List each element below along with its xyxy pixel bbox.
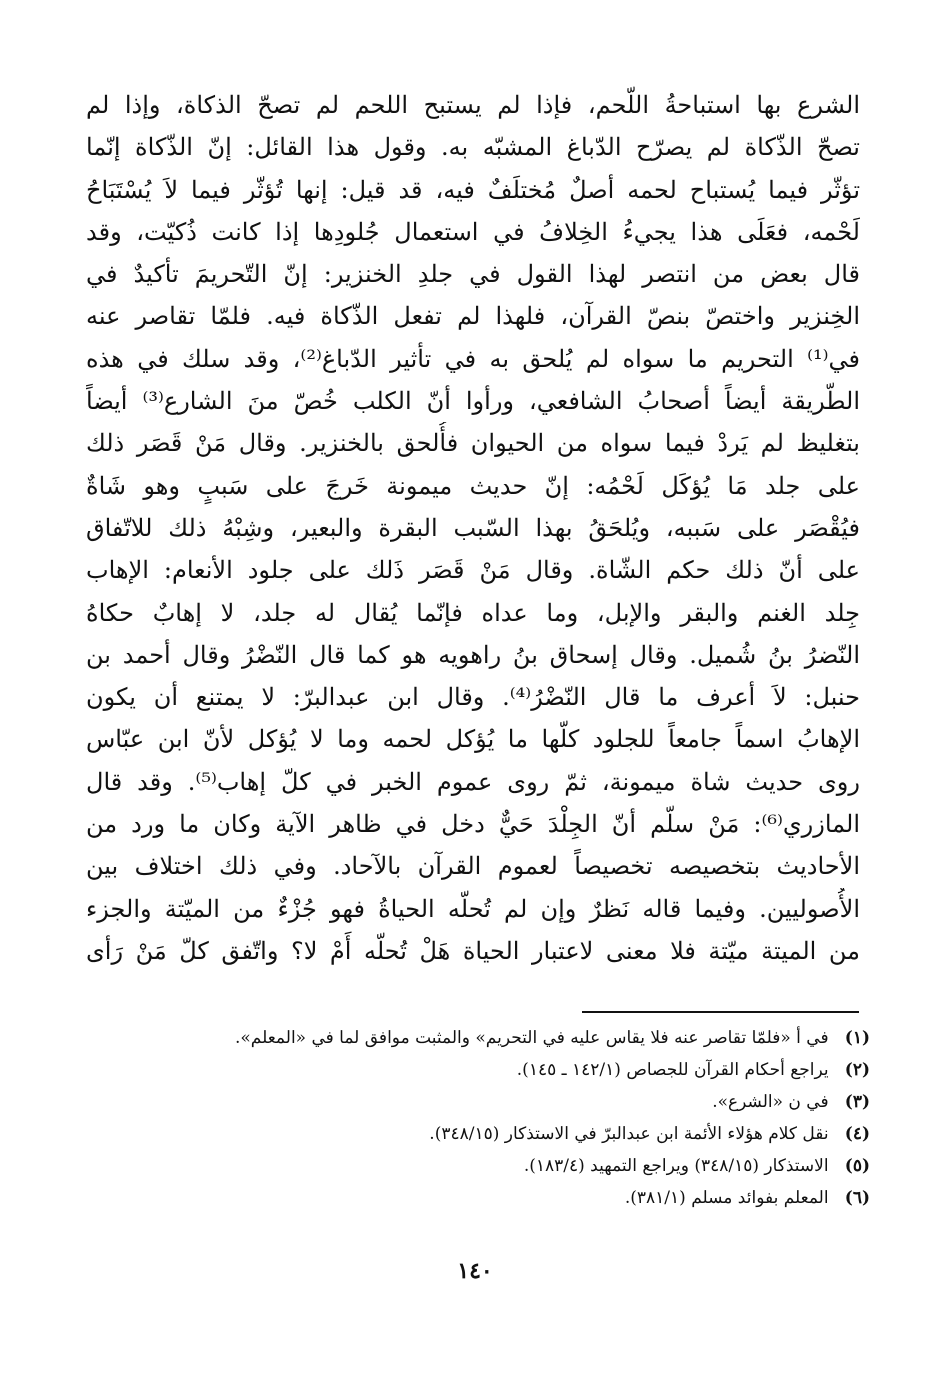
text-line: على جلد مَا يُؤكَل لَحْمُه: إنّ حديث ميمونة خَرجَ على سَببٍ وهو شَاةٌ: [86, 471, 860, 500]
text-line: الأحاديث بتخصيصه تخصيصاً لعموم القرآن بالآحاد. وفي ذلك اختلاف بين: [86, 852, 860, 881]
text-line: لَحْمه، فعَلَى هذا يجيءُ الخِلافُ في استعمال جُلودِها إذا كانت ذُكيّت، وقد: [86, 217, 860, 246]
footnote-separator: [582, 1011, 859, 1013]
text-line: النّضرُ بنُ شُميل. وقال إسحاق بنُ راهويه هو كما قال النّضْرُ وقال أحمد بن: [86, 640, 860, 669]
text-line: جِلد الغنم والبقر والإبل، وما عداه فإنّما يُقال له جلد، لا إهابٌ حكاهُ: [86, 598, 860, 627]
text-line: الشرع بها استباحةُ اللّحم، فإذا لم يستبح اللحم لم تصحّ الذكاة، وإذا لم: [86, 91, 860, 119]
footnote-number: (٢): [844, 1060, 870, 1080]
text-line: الأُصوليين. وفيما قاله نَظرٌ وإن لم تُحلّه الحياةُ فهو جُزْءٌ من الميّتة والجزء: [86, 894, 860, 923]
footnote-number: (٤): [844, 1124, 870, 1144]
footnote: [320, 1086, 870, 1118]
page-number: ١٤٠: [457, 1258, 493, 1284]
footnote: [320, 1118, 870, 1150]
footnote-number: (١): [844, 1028, 870, 1048]
footnote-text: نقل كلام هؤلاء الأئمة ابن عبدالبرّ في الاستذكار (٣٤٨/١٥).: [429, 1124, 829, 1144]
footnote-number: (٥): [844, 1156, 870, 1176]
footnote-text: في أ «فلمّا تقاصر عنه فلا يقاس عليه في التحريم» والمثبت موافق لما في «المعلم».: [234, 1028, 829, 1048]
text-line: روى حديث شاة ميمونة، ثمّ روى عموم الخبر في كلّ إهاب⁽⁵⁾. وقد قال: [86, 767, 860, 796]
text-line: فيُقْصَر على سَببه، ويُلحَقُ بهذا السّبب البقرة والبعير، وشِبْهُ ذلك للاتّفاق: [86, 513, 860, 542]
footnote: [320, 1054, 870, 1086]
footnote: [320, 1150, 870, 1182]
text-line: على أنّ ذلك حكم الشّاة. وقال مَنْ قَصَر ذَلك على جلود الأنعام: الإهاب: [86, 556, 860, 585]
footnote: [234, 1022, 870, 1054]
footnote-text: في ن «الشرع».: [712, 1092, 829, 1112]
text-line: تؤثّر فيما يُستباح لحمه أصلٌ مُختلَفٌ فيه، قد قيل: إنها تُؤثّر فيما لاَ يُسْتَبَاحُ: [86, 175, 860, 204]
text-line: المازري⁽⁶⁾: مَنْ سلّم أنّ الجِلْدَ حَيٌّ دخل في ظاهر الآية وكان ما ورد من: [86, 810, 860, 839]
text-line: الإهابُ اسماً جامعاً للجلود كلّها ما يُؤكل لحمه وما لا يُؤكل لأنّ ابن عبّاس: [86, 725, 860, 754]
footnote-text: الاستذكار (٣٤٨/١٥) ويراجع التمهيد (١٨٣/٤).: [523, 1156, 829, 1176]
text-line: في⁽¹⁾ التحريم ما سواه لم يُلحق به في تأثير الدّباغ⁽²⁾، وقد سلك في هذه: [86, 344, 860, 373]
footnote-text: يراجع أحكام القرآن للجصاص (١٤٢/١ ـ ١٤٥).: [516, 1060, 829, 1080]
footnote-text: المعلم بفوائد مسلم (٣٨١/١).: [624, 1188, 829, 1208]
text-line: الطّريقة أيضاً أصحابُ الشافعي، ورأوا أنّ الكلب خُصّ منَ الشارع⁽³⁾ أيضاً: [86, 387, 860, 416]
footnote-number: (٦): [844, 1188, 870, 1208]
text-line: الخِنزير واختصّ بنصّ القرآن، فلهذا لم تفعل الذّكاة فيه. فلمّا تقاصر عنه: [86, 302, 860, 331]
footnote-number: (٣): [844, 1092, 870, 1112]
text-line: بتغليظ لم يَردْ فيما سواه من الحيوان فأُلحق بالخنزير. وقال مَنْ قَصَر ذلك: [86, 429, 860, 458]
text-line: حنبل: لاَ أعرف ما قال النّضْرُ⁽⁴⁾. وقال ابن عبدالبرّ: لا يمتنع أن يكون: [86, 683, 860, 712]
main-text: [86, 84, 860, 972]
text-line: تصحّ الذّكاة لم يصرّح الدّباغ المشبّه به. وقول هذا القائل: إنّ الذّكاة إنّما: [86, 133, 860, 162]
footnote: [320, 1182, 870, 1214]
text-line: من الميتة ميّتة فلا معنى لاعتبار الحياة هَلْ تُحلّه أَمْ لا؟ واتّفق كلّ مَنْ رَأى: [86, 936, 860, 965]
text-line: قال بعض من انتصر لهذا القول في جلدِ الخنزير: إنّ التّحريمَ تأكيدٌ في: [86, 260, 860, 289]
footnotes: [234, 1022, 870, 1214]
